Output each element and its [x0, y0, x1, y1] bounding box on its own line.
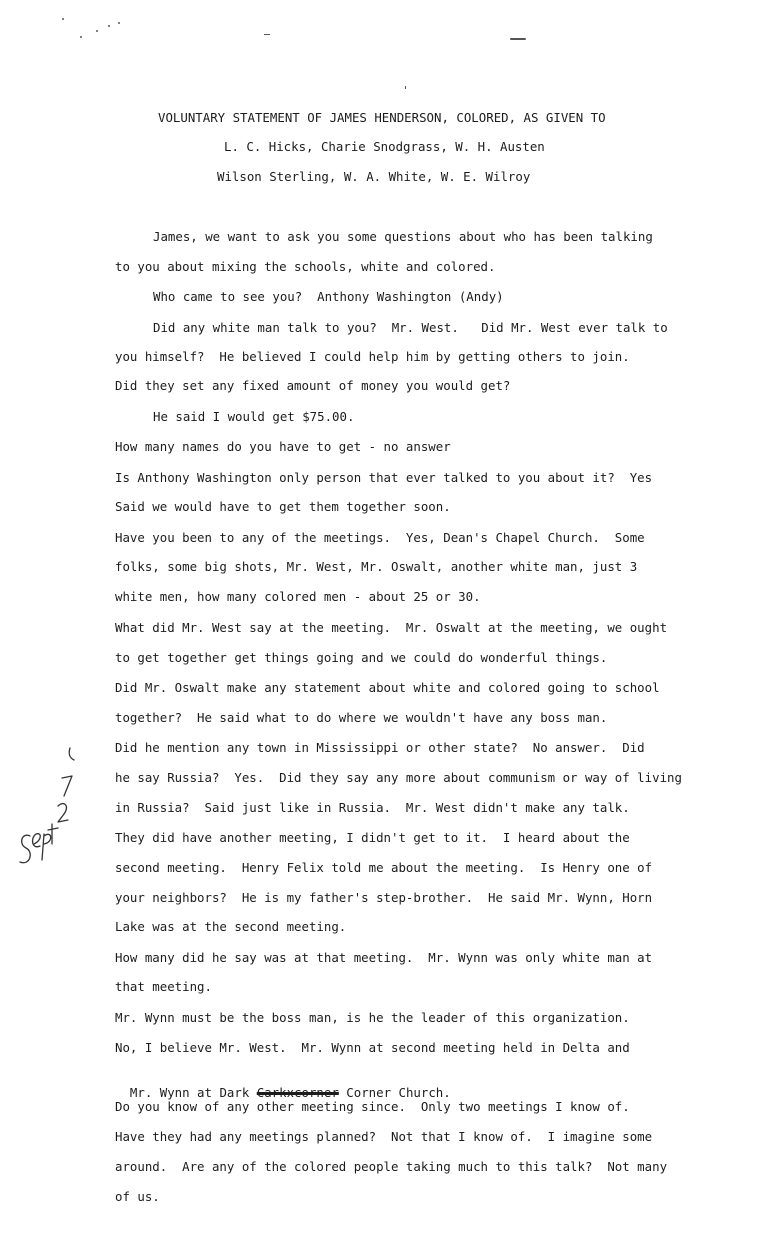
scan-speck: [80, 36, 82, 38]
body-line-with-strikeout: [115, 1069, 451, 1101]
interviewer-names-line-2: Wilson Sterling, W. A. White, W. E. Wilroy: [217, 169, 531, 184]
body-line: Have they had any meetings planned? Not that I know of. I imagine some: [115, 1129, 653, 1144]
scan-speck: [96, 30, 98, 32]
interviewer-names-line-1: L. C. Hicks, Charie Snodgrass, W. H. Austen: [224, 139, 545, 154]
body-line: No, I believe Mr. West. Mr. Wynn at second meeting held in Delta and: [115, 1040, 630, 1055]
body-line: Is Anthony Washington only person that ever talked to you about it? Yes: [115, 470, 653, 485]
body-line: Do you know of any other meeting since. Only two meetings I know of.: [115, 1099, 630, 1114]
scan-speck: [510, 38, 526, 40]
body-line: How many names do you have to get - no answer: [115, 439, 451, 454]
handwritten-date-note: [8, 740, 88, 880]
scan-speck: [62, 18, 64, 20]
body-line: Did any white man talk to you? Mr. West. Did Mr. West ever talk to: [153, 320, 668, 335]
scan-speck: [118, 22, 120, 24]
body-line: you himself? He believed I could help him by getting others to join.: [115, 349, 630, 364]
body-line: Who came to see you? Anthony Washington (Andy): [153, 289, 504, 304]
body-line: He said I would get $75.00.: [153, 409, 355, 424]
document-title: VOLUNTARY STATEMENT OF JAMES HENDERSON, COLORED, AS GIVEN TO: [158, 110, 606, 125]
struck-out-text: Carkxcorner: [256, 1085, 339, 1100]
body-line: white men, how many colored men - about 25 or 30.: [115, 589, 481, 604]
body-line: Mr. Wynn must be the boss man, is he the leader of this organization.: [115, 1010, 630, 1025]
body-line: of us.: [115, 1189, 160, 1204]
body-line: to you about mixing the schools, white and colored.: [115, 259, 496, 274]
scan-speck: [405, 86, 406, 89]
body-line-start: Mr. Wynn at Dark: [129, 1085, 257, 1100]
body-line: folks, some big shots, Mr. West, Mr. Oswalt, another white man, just 3: [115, 559, 638, 574]
body-line: What did Mr. West say at the meeting. Mr. Oswalt at the meeting, we ought: [115, 620, 668, 635]
body-line: How many did he say was at that meeting. Mr. Wynn was only white man at: [115, 950, 653, 965]
body-line: second meeting. Henry Felix told me about the meeting. Is Henry one of: [115, 860, 653, 875]
body-line: James, we want to ask you some questions about who has been talking: [153, 229, 653, 244]
body-line: that meeting.: [115, 979, 212, 994]
body-line: They did have another meeting, I didn't get to it. I heard about the: [115, 830, 630, 845]
body-line: Said we would have to get them together soon.: [115, 499, 451, 514]
body-line: around. Are any of the colored people taking much to this talk? Not many: [115, 1159, 668, 1174]
scan-speck: [264, 34, 270, 35]
body-line: Did they set any fixed amount of money you would get?: [115, 378, 511, 393]
body-line-end: Corner Church.: [338, 1085, 451, 1100]
body-line: in Russia? Said just like in Russia. Mr. West didn't make any talk.: [115, 800, 630, 815]
body-line: Lake was at the second meeting.: [115, 919, 347, 934]
scan-speck: [108, 25, 110, 27]
body-line: to get together get things going and we could do wonderful things.: [115, 650, 608, 665]
body-line: Did he mention any town in Mississippi or other state? No answer. Did: [115, 740, 645, 755]
body-line: together? He said what to do where we wouldn't have any boss man.: [115, 710, 608, 725]
body-line: he say Russia? Yes. Did they say any more about communism or way of living: [115, 770, 682, 785]
body-line: your neighbors? He is my father's step-brother. He said Mr. Wynn, Horn: [115, 890, 653, 905]
body-line: Have you been to any of the meetings. Yes, Dean's Chapel Church. Some: [115, 530, 645, 545]
body-line: Did Mr. Oswalt make any statement about white and colored going to school: [115, 680, 660, 695]
